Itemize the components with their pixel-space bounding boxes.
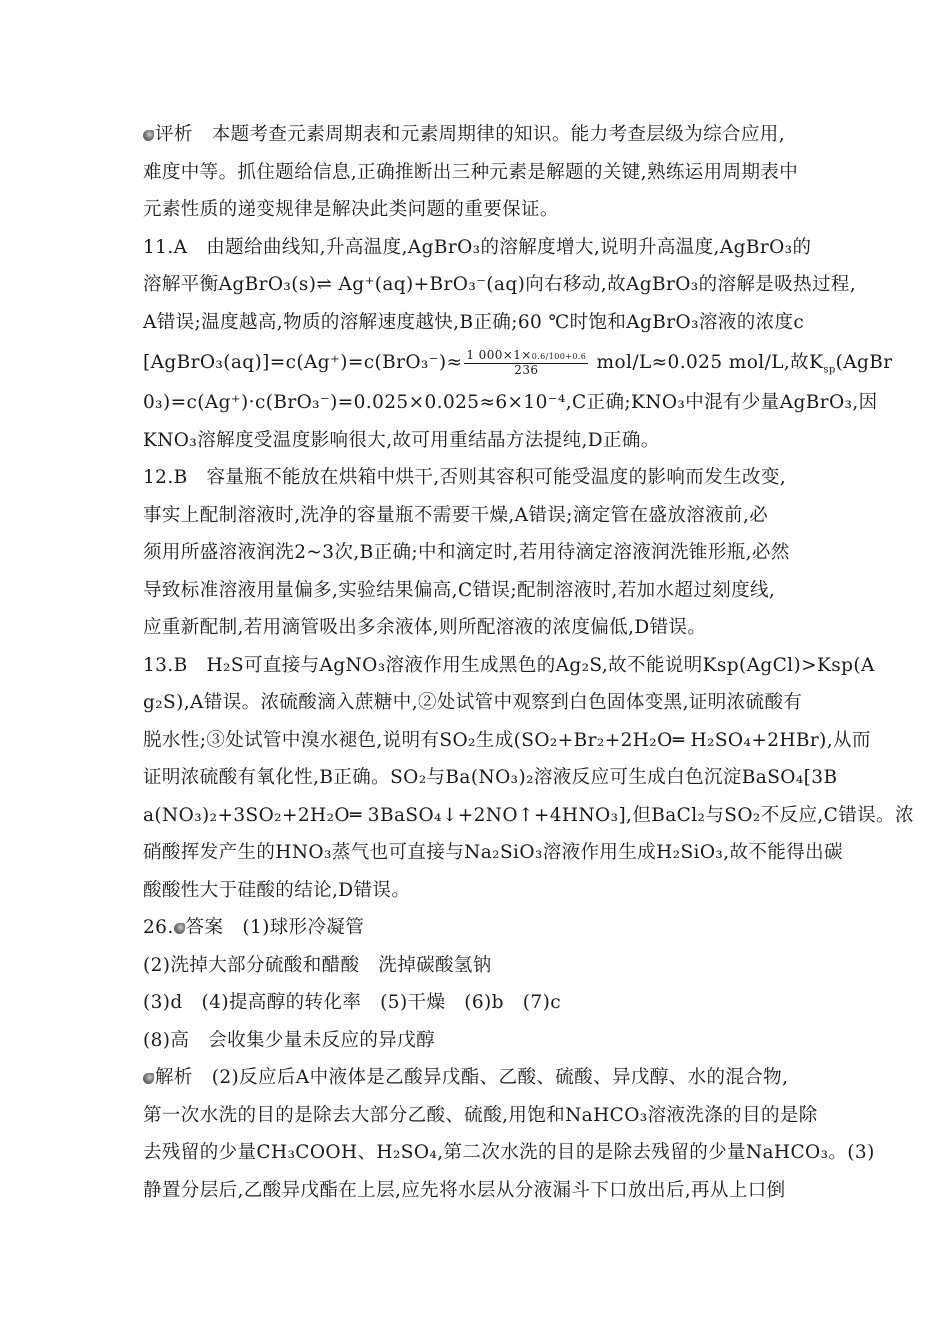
text-line: g₂S),A错误。浓硫酸滴入蔗糖中,②处试管中观察到白色固体变黑,证明浓硫酸有	[143, 692, 803, 713]
text-line: (8)高 会收集少量未反应的异戊醇	[143, 1029, 436, 1051]
text-line: 难度中等。抓住题给信息,正确推断出三种元素是解题的关键,熟练运用周期表中	[143, 161, 799, 183]
text-line: 第一次水洗的目的是除去大部分乙酸、硫酸,用饱和NaHCO₃溶液洗涤的目的是除	[143, 1104, 818, 1126]
text-line: 事实上配制溶液时,洗净的容量瓶不需要干燥,A错误;滴定管在盛放溶液前,必	[143, 504, 769, 526]
text-line: 须用所盛溶液润洗2~3次,B正确;中和滴定时,若用待滴定溶液润洗锥形瓶,必然	[143, 542, 790, 563]
text-line: 硝酸挥发产生的HNO₃蒸气也可直接与Na₂SiO₃溶液作用生成H₂SiO₃,故不能得出碳	[143, 842, 843, 863]
text-line: a(NO₃)₂+3SO₂+2H₂O═ 3BaSO₄↓+2NO↑+4HNO₃],但BaCl₂与SO₂不反应,C错误。浓	[143, 804, 914, 826]
bullet-mark-icon	[174, 923, 185, 934]
answer-marker: 26.	[143, 917, 174, 938]
answer-text: 答案 (1)球形冷凝管	[185, 917, 365, 938]
text-line: 静置分层后,乙酸异戊酯在上层,应先将水层从分液漏斗下口放出后,再从上口倒	[143, 1179, 786, 1201]
bullet-mark-icon	[143, 1073, 154, 1084]
text-line: 去残留的少量CH₃COOH、H₂SO₄,第二次水洗的目的是除去残留的少量NaHCO₃。(3)	[143, 1142, 875, 1163]
text-line: KNO₃溶解度受温度影响很大,故可用重结晶方法提纯,D正确。	[143, 429, 660, 451]
text-line: 13.B H₂S可直接与AgNO₃溶液作用生成黑色的Ag₂S,故不能说明Ksp(AgCl)>Ksp(A	[143, 654, 875, 676]
text-line: 0₃)=c(Ag⁺)·c(BrO₃⁻)=0.025×0.025≈6×10⁻⁴,C正确;KNO₃中混有少量AgBrO₃,因	[143, 392, 878, 413]
text-line: 应重新配制,若用滴管吸出多余液体,则所配溶液的浓度偏低,D错误。	[143, 617, 707, 638]
text-line: 酸酸性大于硅酸的结论,D错误。	[143, 879, 411, 901]
text-line: 12.B 容量瓶不能放在烘箱中烘干,否则其容积可能受温度的影响而发生改变,	[143, 467, 787, 488]
bullet-mark-icon	[143, 130, 154, 141]
text-line: (2)洗掉大部分硫酸和醋酸 洗掉碳酸氢钠	[143, 954, 492, 976]
text-line: (3)d (4)提高醇的转化率 (5)干燥 (6)b (7)c	[143, 992, 561, 1013]
text-line: 溶解平衡AgBrO₃(s)⇌ Ag⁺(aq)+BrO₃⁻(aq)向右移动,故AgBrO₃的溶解是吸热过程,	[143, 274, 857, 295]
answer-line	[143, 909, 815, 947]
document-body	[143, 116, 914, 1209]
text-line: 解析 (2)反应后A中液体是乙酸异戊酯、乙酸、硫酸、异戊醇、水的混合物,	[143, 1059, 815, 1097]
text-line: 11.A 由题给曲线知,升高温度,AgBrO₃的溶解度增大,说明升高温度,AgBrO₃的	[143, 236, 812, 258]
text-line: 导致标准溶液用量偏多,实验结果偏高,C错误;配制溶液时,若加水超过刻度线,	[143, 579, 776, 601]
text-line: A错误;温度越高,物质的溶解速度越快,B正确;60 ℃时饱和AgBrO₃溶液的浓度c	[143, 311, 805, 333]
text-line: 证明浓硫酸有氧化性,B正确。SO₂与Ba(NO₃)₂溶液反应可生成白色沉淀BaSO₄[3B	[143, 767, 838, 788]
text-line: 元素性质的递变规律是解决此类问题的重要保证。	[143, 199, 559, 220]
text-line: 评析 本题考查元素周期表和元素周期律的知识。能力考查层级为综合应用,	[143, 116, 815, 154]
formula-line: [AgBrO₃(aq)]=c(Ag⁺)=c(BrO₃⁻)≈ $\frac{1 000\times 1\times 0.6/100+0.6}{236}$ mol/L≈0.025 mol/L,故$K_{sp}(AgBr$	[143, 348, 893, 377]
concentration-fraction: $\frac{1 000\times 1\times 0.6/100+0.6}{236}$	[466, 348, 587, 377]
text-line: 脱水性;③处试管中溴水褪色,说明有SO₂生成(SO₂+Br₂+2H₂O═ H₂SO₄+2HBr),从而	[143, 729, 871, 751]
